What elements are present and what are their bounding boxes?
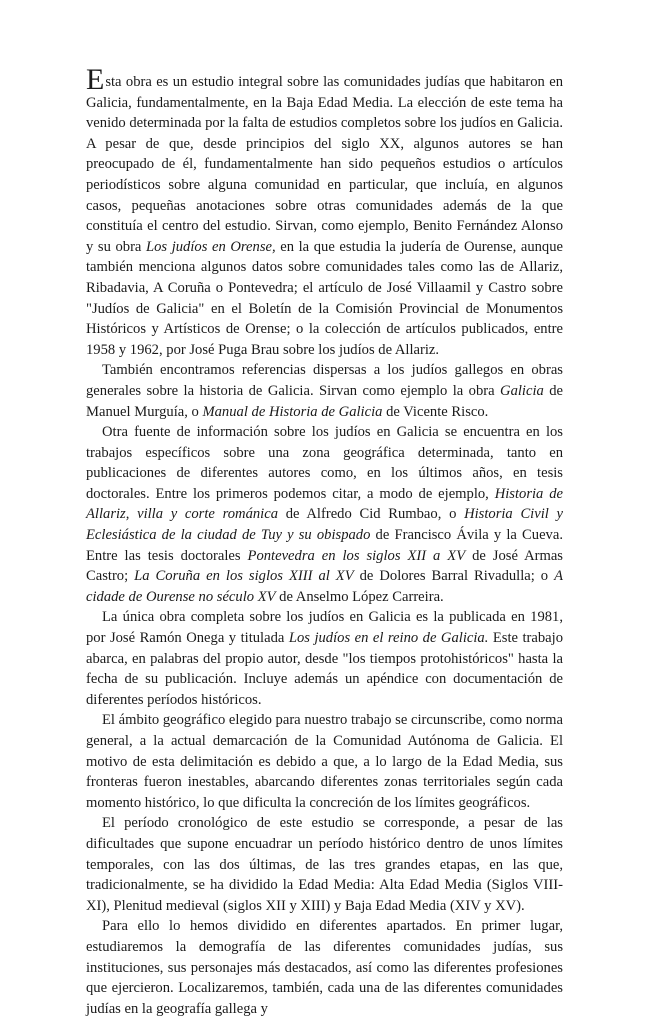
text-run: de Alfredo Cid Rumbao, o [278,506,465,523]
text-run: de Francisco Ávila y la Cueva. Entre las tesis doctorales [86,527,563,564]
text-run: de Manuel Murguía, o [86,382,563,420]
italic-title: A cidade de Ourense no século XV [86,568,563,605]
italic-title: Los judíos en Orense, [146,238,276,255]
text-run: Este trabajo abarca, en palabras del propio autor, desde "los tiempos protohistóricos" hasta la fecha de su publicación. Incluye además un apéndice con documentación de diferentes períodos históricos. [86,630,563,708]
text-run: de Anselmo López Carreira. [275,588,444,605]
paragraph [86,360,563,422]
paragraph [86,607,563,710]
text-run: También encontramos referencias dispersas a los judíos gallegos en obras generales sobre la historia de Galicia. Sirvan como ejemplo la obra [86,362,563,399]
paragraph [86,710,563,813]
text-run: de Dolores Barral Rivadulla; o [353,568,555,585]
text-run: Otra fuente de información sobre los judíos en Galicia se encuentra en los trabajos específicos sobre una zona geográfica determinada, tanto en publicaciones de diferentes autores como, en los últimos años, en tesis doctorales. Entre los primeros podemos citar, a modo de ejemplo, [86,424,563,502]
text-run: sta obra es un estudio integral sobre las comunidades judías que habitaron en Galicia, fundamentalmente, en la Baja Edad Media. La elección de este tema ha venido determinada por la falta de estudios completos sobre los judíos en Galicia. A pesar de que, desde principios del siglo XX, algunos autores se han preocupado de él, fundamentalmente han sido pequeños estudios o artículos periodísticos sobre alguna comunidad en particular, que incluía, en algunos casos, pequeñas anotaciones sobre otras comunidades además de la que constituía el centro del estudio. Sirvan, como ejemplo, Benito Fernández Alonso y su obra [86,74,564,255]
text-run: de José Armas Castro; [86,547,563,585]
text-run: El ámbito geográfico elegido para nuestro trabajo se circunscribe, como norma general, a la actual demarcación de la Comunidad Autónoma de Galicia. El motivo de esta delimitación es debido a que, a lo largo de la Edad Media, sus fronteras fueron inestables, abarcando diferentes zonas territoriales según cada momento histórico, lo que dificulta la concreción de los límites geográficos. [86,712,563,811]
italic-title: Los judíos en el reino de Galicia. [288,630,489,647]
text-run: Para ello lo hemos dividido en diferentes apartados. En primer lugar, estudiaremos la demografía de las diferentes comunidades judías, sus instituciones, sus personajes más destacados, así como las diferentes profesiones que ejercieron. Localizaremos, también, cada una de las diferentes comunidades judías en la geografía gallega y [86,918,563,1017]
text-run: El período cronológico de este estudio se corresponde, a pesar de las dificultades que supone encuadrar un período histórico dentro de unos límites temporales, con las dos últimas, de las tres grandes etapas, en las que, tradicionalmente, se ha dividido la Edad Media: Alta Edad Media (Siglos VIII-XI), Plenitud medieval (siglos XII y XIII) y Baja Edad Media (XIV y XV). [86,815,563,914]
text-run: de Vicente Risco. [382,403,489,420]
paragraph [86,63,564,360]
italic-title: Historia Civil y Eclesiástica de la ciudad de Tuy y su obispado [86,506,563,544]
italic-title: Historia de Allariz, villa y corte románica [86,485,564,523]
paragraph [86,422,563,607]
drop-cap: E [86,63,105,96]
text-run: La única obra completa sobre los judíos en Galicia es la publicada en 1981, por José Ramón Onega y titulada [86,609,563,647]
italic-title: Galicia [500,382,544,399]
italic-title: Manual de Historia de Galicia [202,403,383,420]
italic-title: La Coruña en los siglos XIII al XV [134,568,354,585]
paragraph [86,916,563,1019]
text-run: en la que estudia la judería de Ourense, aunque también menciona algunos datos sobre comunidades tales como las de Allariz, Ribadavia, A Coruña o Pontevedra; el artículo de José Villaamil y Castro sobre "Judíos de Galicia" en el Boletín de la Comisión Provincial de Monumentos Históricos y Artísticos de Orense; o la colección de artículos publicados, entre 1958 y 1962, por José Puga Brau sobre los judíos de Allariz. [86,238,563,358]
paragraph [86,813,563,916]
italic-title: Pontevedra en los siglos XII a XV [247,547,466,564]
document-body [86,63,564,1019]
